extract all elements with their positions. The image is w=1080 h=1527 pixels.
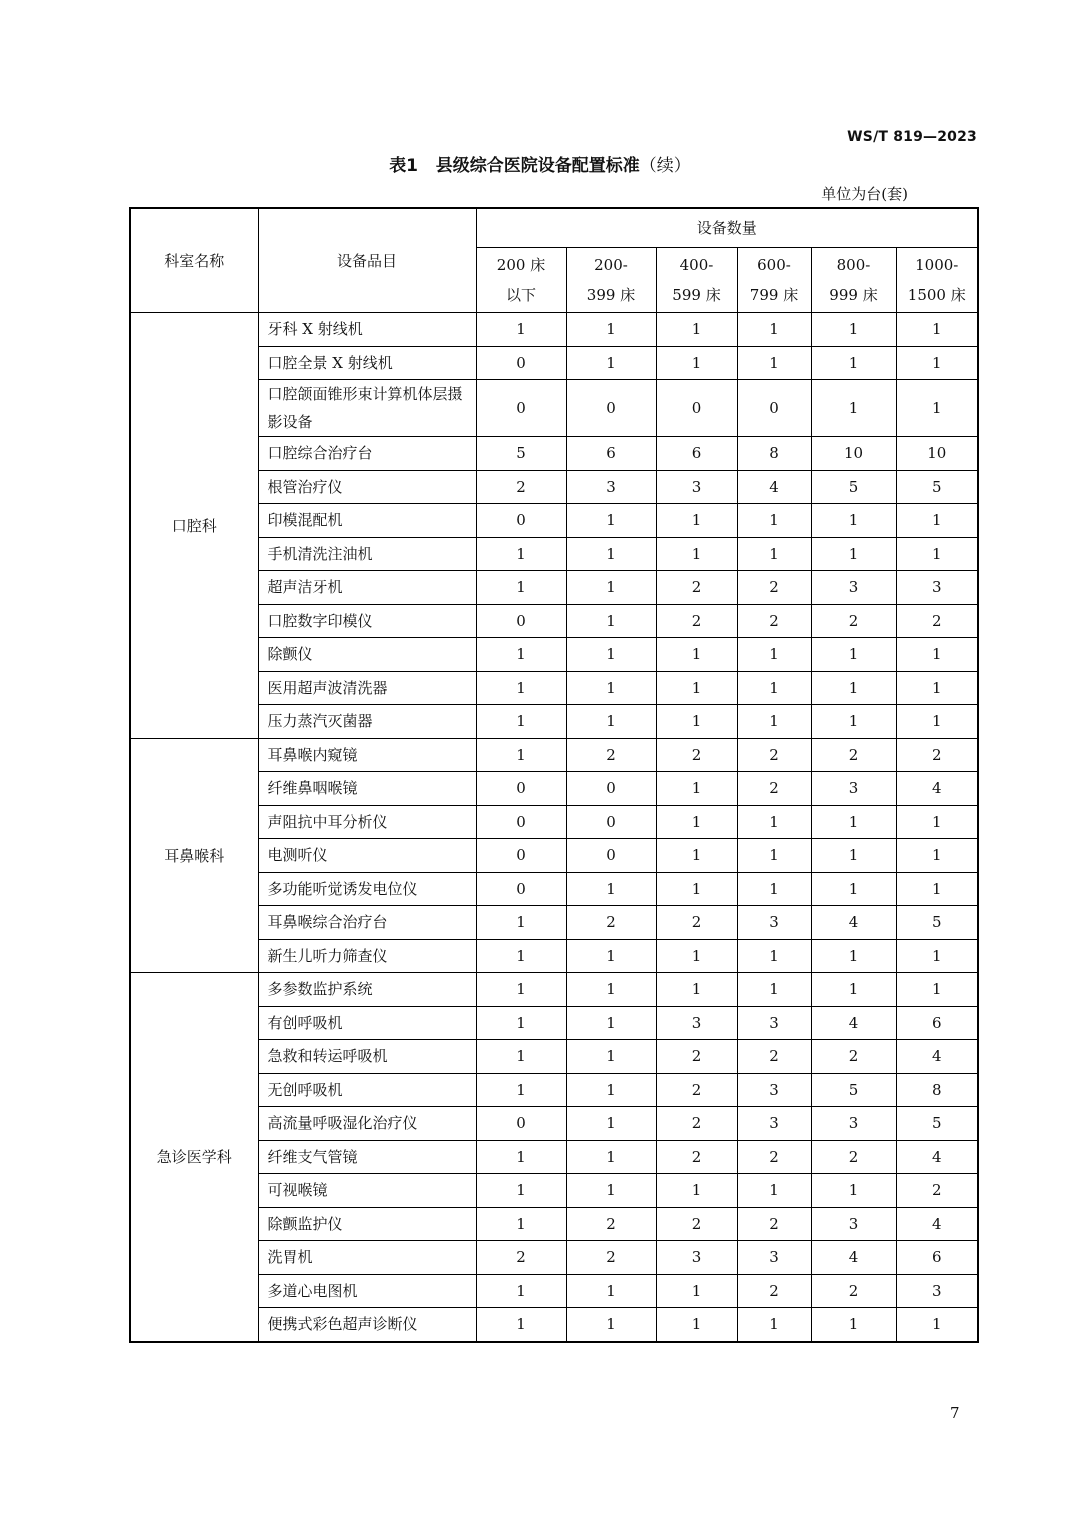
quantity-cell: 1 [476, 313, 566, 347]
equipment-item: 印模混配机 [258, 504, 476, 538]
quantity-cell: 2 [896, 738, 978, 772]
bed-group-line2: 599 床 [672, 286, 721, 304]
quantity-cell: 0 [566, 805, 656, 839]
quantity-cell: 1 [896, 939, 978, 973]
quantity-cell: 3 [811, 1207, 896, 1241]
header-bed-group [566, 248, 656, 313]
quantity-cell: 2 [656, 1207, 737, 1241]
quantity-cell: 0 [476, 1107, 566, 1141]
quantity-cell: 1 [811, 671, 896, 705]
table-row [130, 1241, 978, 1275]
quantity-cell: 1 [811, 705, 896, 739]
quantity-cell: 1 [566, 1107, 656, 1141]
table-row [130, 872, 978, 906]
quantity-cell: 1 [656, 939, 737, 973]
quantity-cell: 1 [656, 705, 737, 739]
quantity-cell: 1 [656, 839, 737, 873]
quantity-cell: 1 [737, 872, 811, 906]
quantity-cell: 2 [896, 1174, 978, 1208]
table-row [130, 1207, 978, 1241]
quantity-cell: 1 [737, 638, 811, 672]
quantity-cell: 5 [476, 437, 566, 471]
quantity-cell: 1 [656, 638, 737, 672]
quantity-cell: 1 [476, 1006, 566, 1040]
table-row [130, 1040, 978, 1074]
quantity-cell: 1 [476, 906, 566, 940]
table-row [130, 346, 978, 380]
quantity-cell: 2 [737, 1207, 811, 1241]
equipment-item: 根管治疗仪 [258, 470, 476, 504]
quantity-cell: 1 [476, 973, 566, 1007]
quantity-cell: 3 [566, 470, 656, 504]
table-row [130, 537, 978, 571]
equipment-item: 手机清洗注油机 [258, 537, 476, 571]
quantity-cell: 3 [737, 906, 811, 940]
quantity-cell: 1 [896, 537, 978, 571]
quantity-cell: 5 [896, 470, 978, 504]
quantity-cell: 1 [476, 1073, 566, 1107]
table-title-suffix: （续） [639, 156, 691, 176]
quantity-cell: 0 [566, 772, 656, 806]
equipment-item: 声阻抗中耳分析仪 [258, 805, 476, 839]
quantity-cell: 1 [656, 313, 737, 347]
quantity-cell: 2 [656, 1073, 737, 1107]
equipment-item: 医用超声波清洗器 [258, 671, 476, 705]
quantity-cell: 1 [737, 839, 811, 873]
quantity-cell: 1 [566, 973, 656, 1007]
quantity-cell: 1 [566, 1308, 656, 1342]
quantity-cell: 2 [656, 604, 737, 638]
bed-group-line1: 200 床 [496, 256, 546, 274]
quantity-cell: 1 [566, 313, 656, 347]
quantity-cell: 4 [896, 1140, 978, 1174]
table-row [130, 604, 978, 638]
quantity-cell: 2 [811, 1040, 896, 1074]
equipment-item: 压力蒸汽灭菌器 [258, 705, 476, 739]
quantity-cell: 2 [811, 1274, 896, 1308]
header-bed-group [896, 248, 978, 313]
equipment-item: 便携式彩色超声诊断仪 [258, 1308, 476, 1342]
quantity-cell: 1 [896, 504, 978, 538]
quantity-cell: 3 [656, 1006, 737, 1040]
table-row [130, 1006, 978, 1040]
quantity-cell: 1 [476, 537, 566, 571]
equipment-item: 纤维鼻咽喉镜 [258, 772, 476, 806]
quantity-cell: 1 [896, 346, 978, 380]
equipment-item: 有创呼吸机 [258, 1006, 476, 1040]
quantity-cell: 2 [737, 1274, 811, 1308]
quantity-cell: 1 [811, 839, 896, 873]
quantity-cell: 0 [737, 380, 811, 437]
quantity-cell: 3 [737, 1073, 811, 1107]
quantity-cell: 0 [476, 805, 566, 839]
quantity-cell: 0 [476, 346, 566, 380]
quantity-cell: 1 [656, 872, 737, 906]
quantity-cell: 3 [896, 571, 978, 605]
quantity-cell: 1 [737, 346, 811, 380]
quantity-cell: 1 [811, 504, 896, 538]
header-quantity-group: 设备数量 [476, 208, 978, 248]
quantity-cell: 1 [737, 537, 811, 571]
quantity-cell: 3 [811, 571, 896, 605]
quantity-cell: 1 [476, 705, 566, 739]
quantity-cell: 1 [566, 1140, 656, 1174]
quantity-cell: 2 [656, 1107, 737, 1141]
quantity-cell: 0 [476, 772, 566, 806]
quantity-cell: 5 [811, 1073, 896, 1107]
quantity-cell: 2 [737, 1040, 811, 1074]
quantity-cell: 6 [656, 437, 737, 471]
quantity-cell: 3 [737, 1006, 811, 1040]
quantity-cell: 2 [737, 1140, 811, 1174]
quantity-cell: 1 [656, 671, 737, 705]
quantity-cell: 1 [896, 638, 978, 672]
table-row [130, 738, 978, 772]
table-row [130, 504, 978, 538]
quantity-cell: 1 [476, 939, 566, 973]
equipment-item: 可视喉镜 [258, 1174, 476, 1208]
quantity-cell: 1 [566, 504, 656, 538]
quantity-cell: 3 [737, 1107, 811, 1141]
quantity-cell: 1 [656, 1274, 737, 1308]
quantity-cell: 1 [896, 313, 978, 347]
equipment-item: 口腔数字印模仪 [258, 604, 476, 638]
bed-group-line2: 399 床 [586, 286, 636, 304]
quantity-cell: 1 [476, 671, 566, 705]
quantity-cell: 2 [737, 571, 811, 605]
equipment-item: 多道心电图机 [258, 1274, 476, 1308]
header-bed-group [476, 248, 566, 313]
unit-note: 单位为台(套) [821, 185, 908, 203]
equipment-item: 除颤监护仪 [258, 1207, 476, 1241]
quantity-cell: 1 [566, 571, 656, 605]
quantity-cell: 4 [896, 772, 978, 806]
quantity-cell: 6 [896, 1241, 978, 1275]
header-bed-group [656, 248, 737, 313]
header-item: 设备品目 [258, 208, 476, 313]
quantity-cell: 10 [811, 437, 896, 471]
quantity-cell: 1 [656, 346, 737, 380]
quantity-cell: 0 [566, 380, 656, 437]
department-name: 急诊医学科 [130, 973, 258, 1342]
quantity-cell: 2 [566, 738, 656, 772]
bed-group-line1: 200- [594, 256, 628, 274]
equipment-item: 新生儿听力筛查仪 [258, 939, 476, 973]
equipment-table [129, 207, 979, 1343]
table-row [130, 470, 978, 504]
quantity-cell: 4 [896, 1207, 978, 1241]
quantity-cell: 1 [896, 973, 978, 1007]
table-row [130, 939, 978, 973]
quantity-cell: 1 [737, 1174, 811, 1208]
table-row [130, 805, 978, 839]
quantity-cell: 0 [566, 839, 656, 873]
equipment-item: 洗胃机 [258, 1241, 476, 1275]
table-row [130, 571, 978, 605]
department-name: 口腔科 [130, 313, 258, 739]
quantity-cell: 2 [476, 1241, 566, 1275]
quantity-cell: 1 [656, 1308, 737, 1342]
equipment-item: 口腔全景 X 射线机 [258, 346, 476, 380]
quantity-cell: 1 [811, 537, 896, 571]
table-row [130, 906, 978, 940]
table-row [130, 437, 978, 471]
quantity-cell: 1 [566, 1040, 656, 1074]
table-row [130, 1274, 978, 1308]
quantity-cell: 1 [811, 638, 896, 672]
quantity-cell: 1 [737, 504, 811, 538]
quantity-cell: 3 [896, 1274, 978, 1308]
equipment-item: 急救和转运呼吸机 [258, 1040, 476, 1074]
table-row [130, 1073, 978, 1107]
equipment-item: 除颤仪 [258, 638, 476, 672]
quantity-cell: 2 [737, 772, 811, 806]
quantity-cell: 8 [896, 1073, 978, 1107]
quantity-cell: 1 [566, 346, 656, 380]
quantity-cell: 1 [566, 1006, 656, 1040]
quantity-cell: 1 [476, 738, 566, 772]
quantity-cell: 1 [811, 380, 896, 437]
quantity-cell: 1 [656, 537, 737, 571]
quantity-cell: 6 [896, 1006, 978, 1040]
equipment-item: 超声洁牙机 [258, 571, 476, 605]
quantity-cell: 2 [811, 1140, 896, 1174]
quantity-cell: 1 [737, 939, 811, 973]
table-row [130, 671, 978, 705]
quantity-cell: 1 [656, 805, 737, 839]
equipment-item: 电测听仪 [258, 839, 476, 873]
equipment-item: 口腔颌面锥形束计算机体层摄影设备 [258, 380, 476, 437]
quantity-cell: 1 [737, 1308, 811, 1342]
quantity-cell: 0 [476, 872, 566, 906]
quantity-cell: 1 [737, 671, 811, 705]
quantity-cell: 2 [896, 604, 978, 638]
quantity-cell: 2 [737, 604, 811, 638]
quantity-cell: 4 [737, 470, 811, 504]
quantity-cell: 2 [656, 571, 737, 605]
quantity-cell: 2 [656, 1040, 737, 1074]
quantity-cell: 1 [476, 1140, 566, 1174]
quantity-cell: 1 [896, 705, 978, 739]
quantity-cell: 1 [896, 671, 978, 705]
equipment-item: 口腔综合治疗台 [258, 437, 476, 471]
quantity-cell: 1 [566, 1274, 656, 1308]
quantity-cell: 1 [476, 571, 566, 605]
quantity-cell: 4 [811, 1241, 896, 1275]
table-row [130, 705, 978, 739]
quantity-cell: 1 [566, 705, 656, 739]
bed-group-line2: 1500 床 [907, 286, 966, 304]
quantity-cell: 5 [896, 1107, 978, 1141]
table-row [130, 380, 978, 437]
quantity-cell: 2 [656, 906, 737, 940]
quantity-cell: 1 [476, 1207, 566, 1241]
table-title-main: 县级综合医院设备配置标准 [435, 156, 640, 176]
quantity-cell: 0 [476, 380, 566, 437]
equipment-item: 高流量呼吸湿化治疗仪 [258, 1107, 476, 1141]
quantity-cell: 1 [566, 604, 656, 638]
quantity-cell: 1 [566, 671, 656, 705]
bed-group-line1: 1000- [915, 256, 959, 274]
bed-group-line2: 799 床 [749, 286, 799, 304]
equipment-item: 无创呼吸机 [258, 1073, 476, 1107]
quantity-cell: 0 [476, 839, 566, 873]
quantity-cell: 1 [896, 1308, 978, 1342]
quantity-cell: 3 [656, 470, 737, 504]
quantity-cell: 1 [811, 872, 896, 906]
quantity-cell: 1 [656, 973, 737, 1007]
bed-group-line1: 600- [757, 256, 791, 274]
header-bed-group [811, 248, 896, 313]
quantity-cell: 0 [656, 380, 737, 437]
equipment-item: 多参数监护系统 [258, 973, 476, 1007]
table-row [130, 1140, 978, 1174]
quantity-cell: 1 [811, 805, 896, 839]
equipment-item: 多功能听觉诱发电位仪 [258, 872, 476, 906]
table-title [0, 151, 1080, 176]
bed-group-line1: 400- [679, 256, 714, 274]
quantity-cell: 1 [656, 1174, 737, 1208]
table-row [130, 1174, 978, 1208]
table-row [130, 1308, 978, 1342]
header-department: 科室名称 [130, 208, 258, 313]
quantity-cell: 3 [811, 772, 896, 806]
quantity-cell: 0 [476, 604, 566, 638]
quantity-cell: 1 [811, 313, 896, 347]
table-row [130, 638, 978, 672]
quantity-cell: 2 [566, 1241, 656, 1275]
quantity-cell: 3 [656, 1241, 737, 1275]
table-row [130, 772, 978, 806]
table-number: 表1 [389, 156, 419, 176]
quantity-cell: 0 [476, 504, 566, 538]
quantity-cell: 1 [896, 380, 978, 437]
quantity-cell: 4 [896, 1040, 978, 1074]
quantity-cell: 2 [656, 1140, 737, 1174]
quantity-cell: 1 [566, 638, 656, 672]
quantity-cell: 1 [566, 1174, 656, 1208]
quantity-cell: 4 [811, 1006, 896, 1040]
quantity-cell: 1 [737, 973, 811, 1007]
page-number: 7 [950, 1404, 960, 1422]
table-row [130, 313, 978, 347]
equipment-item: 牙科 X 射线机 [258, 313, 476, 347]
quantity-cell: 2 [811, 604, 896, 638]
quantity-cell: 1 [476, 1040, 566, 1074]
quantity-cell: 2 [566, 1207, 656, 1241]
quantity-cell: 1 [476, 1174, 566, 1208]
quantity-cell: 1 [476, 638, 566, 672]
bed-group-line2: 999 床 [829, 286, 878, 304]
table-row [130, 1107, 978, 1141]
quantity-cell: 1 [476, 1274, 566, 1308]
header-bed-group [737, 248, 811, 313]
table-row [130, 839, 978, 873]
quantity-cell: 1 [737, 805, 811, 839]
quantity-cell: 4 [811, 906, 896, 940]
quantity-cell: 1 [896, 872, 978, 906]
quantity-cell: 8 [737, 437, 811, 471]
equipment-item: 耳鼻喉内窥镜 [258, 738, 476, 772]
quantity-cell: 3 [811, 1107, 896, 1141]
equipment-item: 耳鼻喉综合治疗台 [258, 906, 476, 940]
quantity-cell: 1 [737, 313, 811, 347]
quantity-cell: 1 [656, 772, 737, 806]
quantity-cell: 5 [811, 470, 896, 504]
quantity-cell: 1 [737, 705, 811, 739]
quantity-cell: 1 [811, 939, 896, 973]
quantity-cell: 1 [566, 939, 656, 973]
quantity-cell: 1 [476, 1308, 566, 1342]
quantity-cell: 1 [811, 1308, 896, 1342]
quantity-cell: 1 [656, 504, 737, 538]
standard-code: WS/T 819—2023 [847, 129, 977, 145]
quantity-cell: 1 [896, 805, 978, 839]
quantity-cell: 1 [566, 537, 656, 571]
quantity-cell: 1 [896, 839, 978, 873]
quantity-cell: 2 [476, 470, 566, 504]
quantity-cell: 2 [737, 738, 811, 772]
quantity-cell: 1 [811, 973, 896, 1007]
table-row [130, 973, 978, 1007]
quantity-cell: 2 [811, 738, 896, 772]
quantity-cell: 1 [566, 1073, 656, 1107]
bed-group-line2: 以下 [505, 286, 536, 304]
quantity-cell: 1 [811, 346, 896, 380]
equipment-item: 纤维支气管镜 [258, 1140, 476, 1174]
quantity-cell: 10 [896, 437, 978, 471]
bed-group-line1: 800- [836, 256, 871, 274]
quantity-cell: 1 [811, 1174, 896, 1208]
quantity-cell: 5 [896, 906, 978, 940]
quantity-cell: 2 [656, 738, 737, 772]
quantity-cell: 3 [737, 1241, 811, 1275]
quantity-cell: 2 [566, 906, 656, 940]
quantity-cell: 1 [566, 872, 656, 906]
department-name: 耳鼻喉科 [130, 738, 258, 973]
quantity-cell: 6 [566, 437, 656, 471]
